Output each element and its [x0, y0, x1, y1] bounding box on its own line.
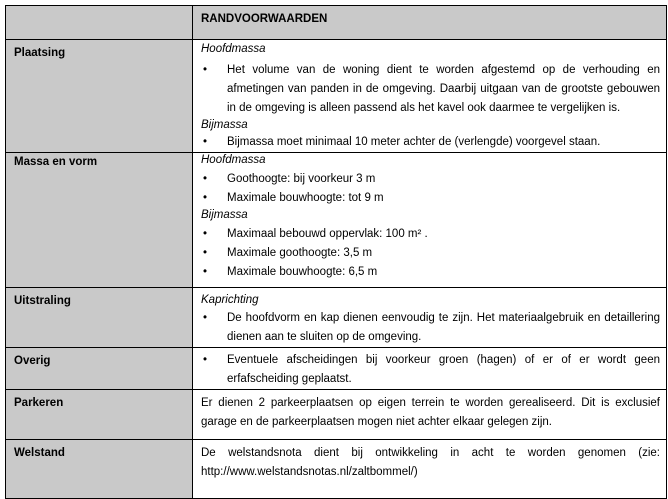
- subheading: Hoofdmassa: [201, 43, 266, 55]
- randvoorwaarden-table: [5, 5, 667, 499]
- row-label: Massa en vorm: [14, 156, 98, 168]
- bullet-item: • Maximale bouwhoogte: tot 9 m: [201, 189, 660, 208]
- label-cell: [6, 288, 193, 348]
- bullet-item: • Bijmassa moet minimaal 10 meter achter de (verlengde) voorgevel staan.: [201, 133, 660, 152]
- paragraph: De welstandsnota dient bij ontwikkeling in acht te worden genomen (zie: http://www.welstandsnotas.nl/zaltbommel/): [201, 447, 660, 478]
- bullet-item: • Eventuele afscheidingen bij voorkeur groen (hagen) of er of er wordt geen erfafscheiding geplaatst.: [201, 351, 660, 389]
- row-label: Parkeren: [14, 397, 64, 409]
- content-cell: [193, 390, 667, 440]
- label-cell: [6, 153, 193, 288]
- label-cell: [6, 390, 193, 440]
- content-cell: [193, 40, 667, 153]
- content-cell: [193, 153, 667, 288]
- content-cell: [193, 440, 667, 499]
- content-cell: [193, 288, 667, 348]
- row-plaatsing: [6, 40, 667, 153]
- subheading: Bijmassa: [201, 209, 248, 221]
- bullet-item: • Maximale goothoogte: 3,5 m: [201, 244, 660, 263]
- row-label: Plaatsing: [14, 47, 66, 59]
- label-cell: [6, 348, 193, 390]
- row-label: Uitstraling: [14, 295, 71, 307]
- bullet-item: • Maximale bouwhoogte: 6,5 m: [201, 263, 660, 282]
- header-title-cell: [193, 6, 667, 40]
- bullet-item: • Het volume van de woning dient te worden afgestemd op de verhouding en afmetingen van panden in de omgeving. Daarbij uitgaan van de grootste gebouwen in de omgeving is alleen passend als het kavel ook daarmee te vergelijken is.: [201, 61, 660, 118]
- bullet-item: • De hoofdvorm en kap dienen eenvoudig te zijn. Het materiaalgebruik en detaillering dienen aan te sluiten op de omgeving.: [201, 309, 660, 347]
- label-cell: [6, 40, 193, 153]
- row-massa-en-vorm: [6, 153, 667, 288]
- header-empty-cell: [6, 6, 193, 40]
- bullet-item: • Maximaal bebouwd oppervlak: 100 m² .: [201, 225, 660, 244]
- bullet-item: • Goothoogte: bij voorkeur 3 m: [201, 170, 660, 189]
- row-overig: [6, 348, 667, 390]
- row-parkeren: [6, 390, 667, 440]
- paragraph: Er dienen 2 parkeerplaatsen op eigen terrein te worden gerealiseerd. Dit is exclusief garage en de parkeerplaatsen mogen niet achter elkaar gelegen zijn.: [201, 397, 660, 428]
- row-label: Welstand: [14, 447, 65, 459]
- row-uitstraling: [6, 288, 667, 348]
- row-label: Overig: [14, 355, 51, 367]
- subheading: Hoofdmassa: [201, 154, 266, 166]
- subheading: Kaprichting: [201, 294, 259, 306]
- content-cell: [193, 348, 667, 390]
- header-title: RANDVOORWAARDEN: [201, 13, 328, 25]
- label-cell: [6, 440, 193, 499]
- row-welstand: [6, 440, 667, 499]
- header-row: [6, 6, 667, 40]
- subheading: Bijmassa: [201, 119, 248, 131]
